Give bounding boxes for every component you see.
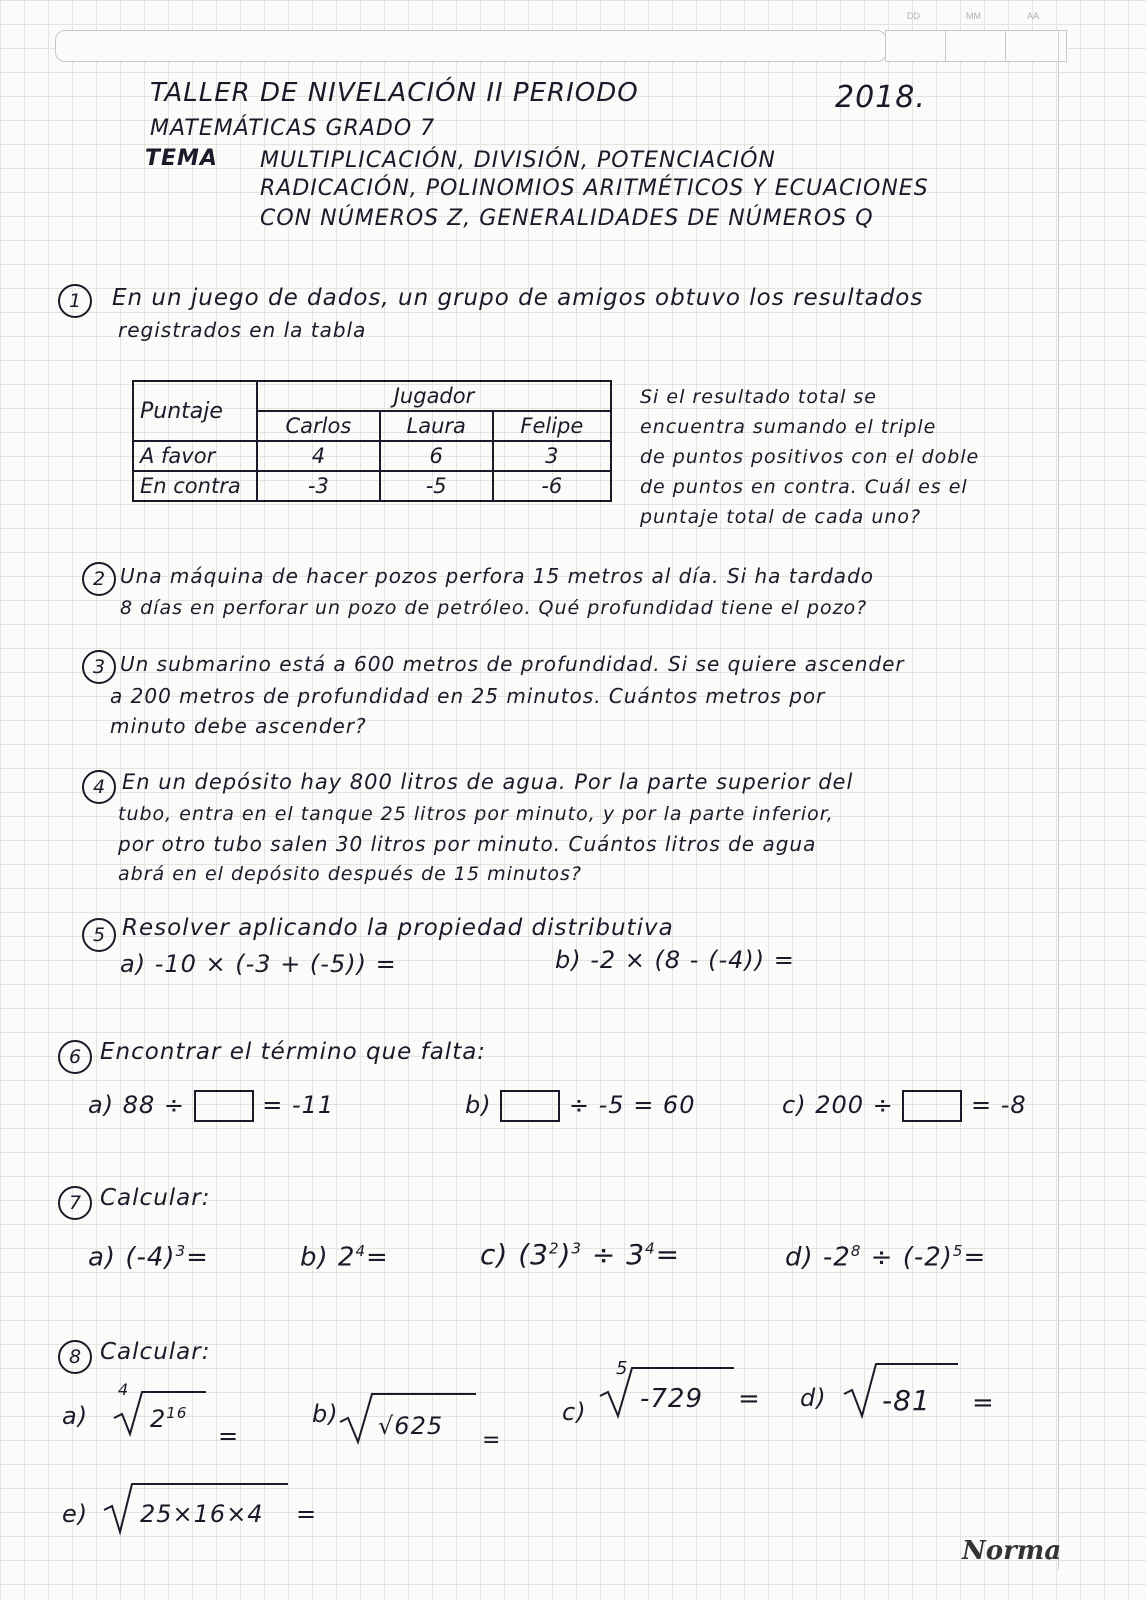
p8-d-radicand: -81 xyxy=(882,1384,931,1417)
right-margin-line xyxy=(1058,30,1059,1570)
notebook-header-bar xyxy=(55,30,887,62)
problem-7-part-a xyxy=(88,1242,209,1273)
answer-box-c xyxy=(902,1090,962,1122)
table-row-label-favor: A favor xyxy=(133,441,257,471)
problem-6-part-a xyxy=(88,1090,334,1122)
problem-7-number: 7 xyxy=(58,1186,92,1220)
table-note-line: de puntos en contra. Cuál es el xyxy=(640,476,968,498)
problem-1-line-1: En un juego de dados, un grupo de amigos obtuvo los resultados xyxy=(112,285,924,311)
problem-5-part-a: a) -10 × (-3 + (-5)) = xyxy=(120,950,397,978)
problem-6-c-left: c) 200 ÷ xyxy=(782,1091,894,1119)
p7-d-equals: = xyxy=(963,1242,987,1273)
problem-1-number: 1 xyxy=(58,284,92,318)
table-header-puntaje: Puntaje xyxy=(133,381,257,441)
p7-c-exp3: 4 xyxy=(645,1239,656,1258)
date-day-label: DD xyxy=(907,11,920,21)
p8-d-label: d) xyxy=(800,1384,827,1412)
problem-6-a-right: = -11 xyxy=(262,1091,335,1119)
table-row-label-contra: En contra xyxy=(133,471,257,501)
problem-4-line-1: En un depósito hay 800 litros de agua. Por la parte superior del xyxy=(122,770,854,794)
date-month-label: MM xyxy=(966,11,981,21)
problem-7-part-b xyxy=(300,1242,389,1273)
date-day-box xyxy=(885,30,947,62)
problem-3-number: 3 xyxy=(82,650,116,684)
problem-6-b-left: b) xyxy=(465,1091,492,1119)
table-cell: -6 xyxy=(493,471,611,501)
p7-c-base: c) (3 xyxy=(480,1238,549,1271)
problem-4-line-2: tubo, entra en el tanque 25 litros por minuto, y por la parte inferior, xyxy=(118,803,834,825)
problem-5-number: 5 xyxy=(82,918,116,952)
table-cell: 3 xyxy=(493,441,611,471)
table-player-felipe: Felipe xyxy=(493,411,611,441)
problem-2-line-1: Una máquina de hacer pozos perfora 15 metros al día. Si ha tardado xyxy=(120,564,874,588)
problem-6-c-right: = -8 xyxy=(971,1091,1027,1119)
p7-c-exp2: 3 xyxy=(571,1239,582,1258)
p8-a-label: a) xyxy=(62,1402,89,1430)
problem-7-part-c xyxy=(480,1238,680,1271)
p7-a-equals: = xyxy=(186,1242,209,1273)
table-note xyxy=(640,382,979,532)
p7-b-equals: = xyxy=(366,1242,389,1273)
problem-8-number: 8 xyxy=(58,1340,92,1374)
p8-a-base: 2 xyxy=(150,1405,167,1433)
p8-c-label: c) xyxy=(562,1398,587,1426)
subject-line: MATEMÁTICAS GRADO 7 xyxy=(150,116,436,141)
p8-b-label: b) xyxy=(312,1400,339,1428)
p8-e-radicand: 25×16×4 xyxy=(140,1500,264,1528)
problem-6-line-1: Encontrar el término que falta: xyxy=(100,1039,487,1065)
problem-6-number: 6 xyxy=(58,1040,92,1074)
p7-a-exponent: 3 xyxy=(175,1242,187,1260)
table-note-line: Si el resultado total se xyxy=(640,386,877,408)
problem-3-line-1: Un submarino está a 600 metros de profundidad. Si se quiere ascender xyxy=(120,652,905,676)
topic-line-3: CON NÚMEROS Z, GENERALIDADES DE NÚMEROS Q xyxy=(260,206,874,231)
problem-2-line-2: 8 días en perforar un pozo de petróleo. Qué profundidad tiene el pozo? xyxy=(120,597,868,619)
problem-4-line-4: abrá en el depósito después de 15 minutos? xyxy=(118,863,583,885)
p8-a-exponent: 16 xyxy=(166,1404,188,1422)
problem-7-line-1: Calcular: xyxy=(100,1185,211,1211)
topic-line-1: MULTIPLICACIÓN, DIVISIÓN, POTENCIACIÓN xyxy=(260,148,776,173)
topic-line-2: RADICACIÓN, POLINOMIOS ARITMÉTICOS Y ECUACIONES xyxy=(260,176,929,201)
p8-b-equals: = xyxy=(482,1428,502,1453)
p8-e-equals: = xyxy=(296,1500,318,1528)
problem-1-line-2: registrados en la tabla xyxy=(118,318,367,342)
notebook-brand-logo: Norma xyxy=(962,1536,1062,1566)
table-header-jugador: Jugador xyxy=(257,381,611,411)
p8-a-equals: = xyxy=(218,1422,240,1450)
problem-5-line-1: Resolver aplicando la propiedad distributiva xyxy=(122,915,674,941)
table-cell: -5 xyxy=(380,471,493,501)
problem-3-line-3: minuto debe ascender? xyxy=(110,714,367,738)
problem-6-a-left: a) 88 ÷ xyxy=(88,1091,185,1119)
worksheet-title: TALLER DE NIVELACIÓN II PERIODO xyxy=(150,78,639,108)
score-table xyxy=(132,380,612,502)
p8-e-label: e) xyxy=(62,1500,89,1528)
problem-2-number: 2 xyxy=(82,562,116,596)
date-month-box xyxy=(945,30,1007,62)
table-cell: 4 xyxy=(257,441,380,471)
table-player-laura: Laura xyxy=(380,411,493,441)
problem-7-part-d xyxy=(785,1242,986,1273)
p8-a-radicand xyxy=(150,1404,187,1433)
problem-6-part-b xyxy=(465,1090,695,1122)
answer-box-b xyxy=(500,1090,560,1122)
problem-5-part-b: b) -2 × (8 - (-4)) = xyxy=(555,946,795,974)
topic-label: TEMA xyxy=(145,146,218,171)
problem-4-number: 4 xyxy=(82,770,116,804)
p7-d-exp1: 8 xyxy=(850,1242,862,1260)
date-year-label: AA xyxy=(1027,11,1040,21)
worksheet-year: 2018. xyxy=(835,80,926,115)
table-cell: -3 xyxy=(257,471,380,501)
p7-d-div: ÷ (-2) xyxy=(861,1242,953,1273)
table-note-line: encuentra sumando el triple xyxy=(640,416,937,438)
p7-c-exp1: 2 xyxy=(548,1239,560,1258)
problem-6-part-c xyxy=(782,1090,1027,1122)
p8-a-index: 4 xyxy=(118,1380,130,1399)
p7-b-exponent: 4 xyxy=(355,1242,367,1260)
table-player-carlos: Carlos xyxy=(257,411,380,441)
problem-4-line-3: por otro tubo salen 30 litros por minuto. Cuántos litros de agua xyxy=(118,832,817,856)
answer-box-a xyxy=(194,1090,254,1122)
p7-b-base: b) 2 xyxy=(300,1242,356,1273)
table-cell: 6 xyxy=(380,441,493,471)
problem-3-line-2: a 200 metros de profundidad en 25 minutos. Cuántos metros por xyxy=(110,684,826,708)
p7-d-exp2: 5 xyxy=(952,1242,964,1260)
problem-8-line-1: Calcular: xyxy=(100,1339,211,1365)
p8-c-radicand: -729 xyxy=(640,1384,704,1414)
p8-c-index: 5 xyxy=(616,1358,629,1379)
p8-d-equals: = xyxy=(972,1388,995,1418)
p7-c-equals: = xyxy=(655,1238,681,1271)
table-note-line: puntaje total de cada uno? xyxy=(640,506,922,528)
problem-6-b-right: ÷ -5 = 60 xyxy=(568,1091,696,1119)
p8-c-equals: = xyxy=(738,1384,761,1414)
table-note-line: de puntos positivos con el doble xyxy=(640,446,980,468)
p7-a-base: a) (-4) xyxy=(88,1242,176,1273)
p7-c-div: ÷ 3 xyxy=(582,1238,646,1271)
p7-c-paren: ) xyxy=(559,1238,572,1271)
p7-d-base: d) -2 xyxy=(785,1242,851,1273)
p8-b-radicand: √625 xyxy=(378,1412,444,1440)
